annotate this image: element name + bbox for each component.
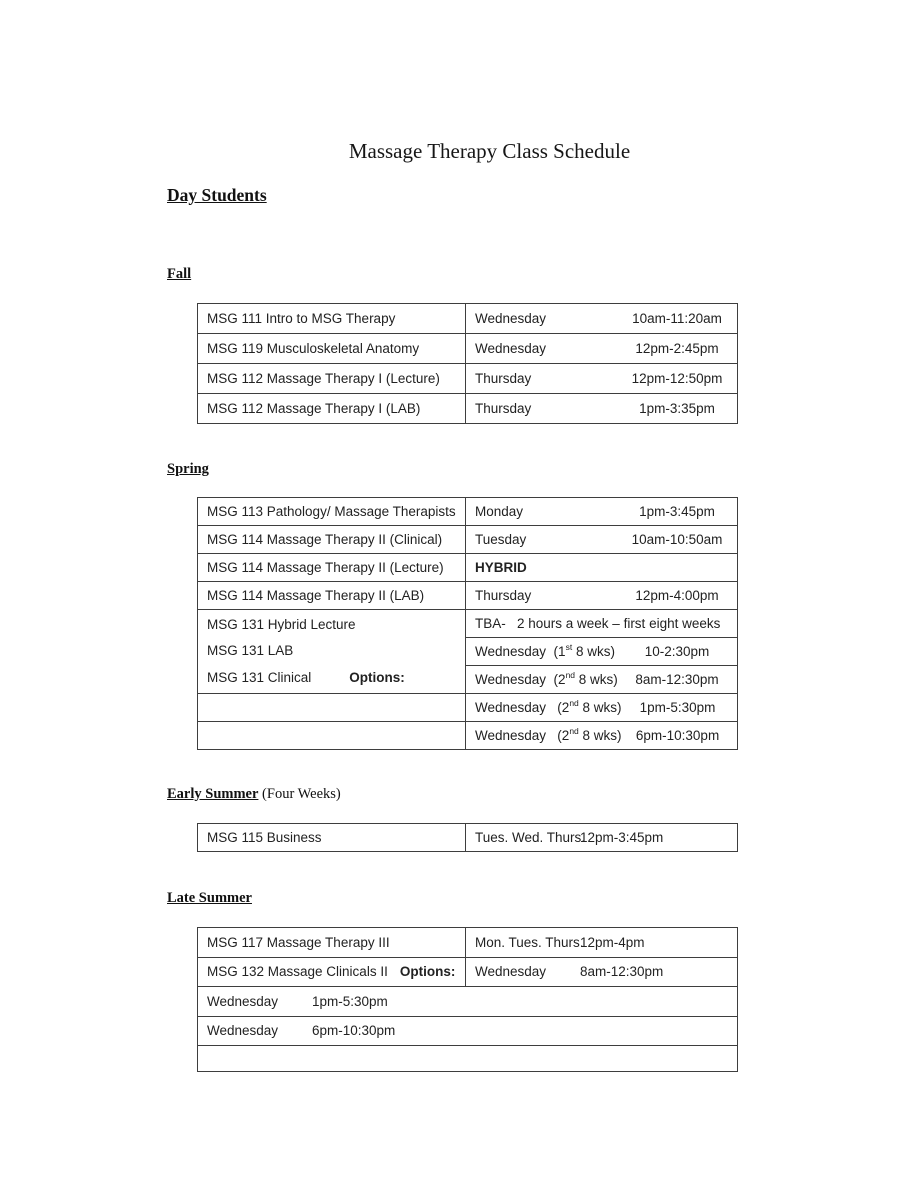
early-summer-schedule-table [197,823,738,852]
day-label: Monday [475,504,524,519]
table-row [198,394,738,424]
day-label: Wednesday (2nd 8 wks) [475,725,622,743]
course-cell: MSG 115 Business [198,824,466,852]
page-title: Massage Therapy Class Schedule [348,139,631,163]
time-label: 1pm-3:45pm [639,504,715,519]
msg131-options-cell [198,610,466,694]
schedule-cell [466,638,738,666]
schedule-cell [198,1016,738,1046]
table-row [198,1046,738,1072]
hybrid-label: HYBRID [475,560,527,575]
time-label: 12pm-12:50pm [631,371,723,386]
time-label: 6pm-10:30pm [635,728,720,743]
day-label: Wednesday [207,993,279,1009]
time-label: 10am-11:20am [632,311,722,326]
day-label: Tues. Wed. Thurs. [475,830,586,845]
schedule-cell [198,987,738,1017]
schedule-cell [466,666,738,694]
tba-cell [466,610,738,638]
fall-schedule-table [197,303,738,424]
schedule-cell [466,824,738,852]
table-row [198,526,738,554]
schedule-cell [466,364,738,394]
schedule-cell [466,582,738,610]
heading-suffix: (Four Weeks) [258,786,341,802]
table-row [198,610,738,638]
late-summer-heading: Late Summer [167,890,252,906]
course-line: MSG 131 LAB [207,643,294,659]
time-label: 1pm-5:30pm [639,700,716,715]
day-label: Thursday [475,588,532,603]
course-cell: MSG 132 Massage Clinicals II Options: [198,957,466,987]
course-line: MSG 131 Clinical Options: [207,669,405,685]
time-label: 1pm-3:35pm [639,401,715,416]
ordinal-suffix: nd [569,725,579,736]
empty-cell [198,1046,738,1072]
course-cell: MSG 111 Intro to MSG Therapy [198,304,466,334]
table-row [198,582,738,610]
time-label: 6pm-10:30pm [312,1023,396,1039]
ordinal-suffix: nd [565,669,576,680]
time-label: 12pm-2:45pm [635,341,719,356]
schedule-cell [466,957,738,987]
course-line: MSG 131 Hybrid Lecture [207,616,356,632]
time-label: 12pm-4pm [580,934,645,950]
table-row [198,957,738,987]
course-cell: MSG 114 Massage Therapy II (Clinical) [198,526,466,554]
course-cell: MSG 112 Massage Therapy I (Lecture) [198,364,466,394]
day-label: Tuesday [475,532,527,547]
day-label: Thursday [475,371,532,386]
time-label: 12pm-3:45pm [580,830,664,845]
table-row [198,694,738,722]
schedule-cell [466,722,738,750]
spring-schedule-table [197,497,738,750]
schedule-cell [466,554,738,582]
table-row [198,498,738,526]
course-cell: MSG 114 Massage Therapy II (LAB) [198,582,466,610]
late-summer-schedule-table [197,927,738,1072]
course-cell: MSG 119 Musculoskeletal Anatomy [198,334,466,364]
spring-heading: Spring [167,461,209,477]
day-label: Wednesday (2nd 8 wks) [475,669,618,687]
ordinal-suffix: st [565,641,573,652]
time-label: 8am-12:30pm [580,964,664,980]
table-row [198,364,738,394]
fall-heading: Fall [167,266,192,282]
schedule-cell [466,526,738,554]
table-row [198,824,738,852]
course-cell: MSG 112 Massage Therapy I (LAB) [198,394,466,424]
schedule-cell [466,334,738,364]
empty-cell [198,694,466,722]
schedule-cell [466,928,738,958]
day-label: Thursday [475,401,532,416]
schedule-cell [466,498,738,526]
table-row [198,334,738,364]
empty-cell [198,722,466,750]
table-row [198,554,738,582]
table-row [198,304,738,334]
tba-label: TBA- 2 hours a week – first eight weeks [475,616,721,631]
day-label: Wednesday [475,341,547,356]
day-label: Wednesday [475,311,547,326]
table-row [198,722,738,750]
options-label: Options: [399,964,456,980]
table-row [198,1016,738,1046]
course-cell: MSG 114 Massage Therapy II (Lecture) [198,554,466,582]
time-label: 10-2:30pm [644,644,710,659]
day-label: Wednesday [475,964,547,980]
time-label: 12pm-4:00pm [635,588,719,603]
time-label: 8am-12:30pm [635,672,719,687]
course-cell: MSG 117 Massage Therapy III [198,928,466,958]
day-label: Wednesday (2nd 8 wks) [475,697,622,715]
table-row [198,987,738,1017]
schedule-cell [466,304,738,334]
schedule-cell [466,694,738,722]
ordinal-suffix: nd [569,697,579,708]
table-row [198,928,738,958]
course-cell: MSG 113 Pathology/ Massage Therapists [198,498,466,526]
day-label: Wednesday [207,1023,279,1039]
day-label: Mon. Tues. Thurs. [475,934,584,950]
schedule-cell [466,394,738,424]
day-label: Wednesday (1st 8 wks) [475,641,615,659]
time-label: 10am-10:50am [631,532,723,547]
day-students-heading: Day Students [167,185,267,205]
time-label: 1pm-5:30pm [312,993,388,1009]
early-summer-heading: Early Summer (Four Weeks) [167,786,341,802]
options-label: Options: [349,669,405,685]
